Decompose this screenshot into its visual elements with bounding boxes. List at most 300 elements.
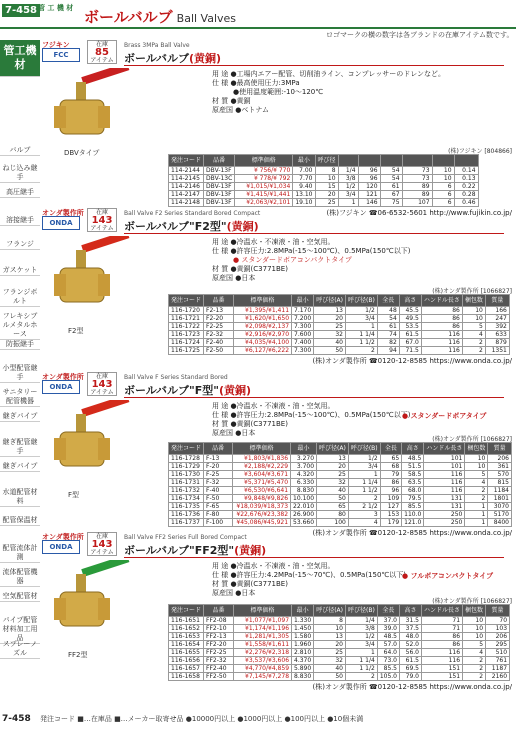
sidebar-item[interactable]: フランジ — [0, 240, 40, 250]
ball-valve-image — [52, 400, 132, 490]
table-cell: ¥1,620/¥1,650 — [234, 315, 292, 323]
table-cell: 2 — [465, 495, 488, 503]
table-cell: 2 — [463, 673, 486, 681]
table-row[interactable] — [169, 315, 510, 323]
sidebar-item[interactable]: バルブ — [0, 146, 40, 156]
table-cell: 116-1652 — [169, 625, 204, 633]
sidebar-item[interactable]: 高圧継手 — [0, 188, 40, 198]
product-title: ボールバルブ"F2型" — [124, 220, 227, 233]
table-cell: 250 — [424, 511, 465, 519]
table-row[interactable] — [169, 519, 512, 527]
table-cell: 86 — [422, 641, 463, 649]
sidebar-item[interactable]: フレキシブルメタルホース — [0, 312, 40, 340]
table-cell: 4 — [462, 331, 485, 339]
table-row[interactable] — [169, 463, 512, 471]
table-header-cell: 梱包数 — [463, 605, 486, 617]
table-cell: 1 — [346, 323, 378, 331]
table-header-cell: 質量 — [488, 443, 512, 455]
table-cell: 53.5 — [399, 323, 421, 331]
table-row[interactable] — [169, 183, 479, 191]
product-name-jp — [124, 218, 259, 234]
table-cell: F2-13 — [204, 307, 234, 315]
table-cell: 86 — [421, 315, 462, 323]
table-cell: ¥18,039/¥18,373 — [233, 503, 291, 511]
table-row[interactable] — [169, 511, 512, 519]
table-cell: 71 — [422, 625, 463, 633]
table-cell: 6.330 — [291, 479, 317, 487]
sidebar-item[interactable]: ねじ込み継手 — [0, 164, 40, 183]
table-cell: ¥7,145/¥7,278 — [234, 673, 292, 681]
table-row[interactable] — [169, 657, 510, 665]
sidebar-item[interactable]: フランジボルト — [0, 288, 40, 307]
table-cell: 3070 — [488, 503, 512, 511]
table-cell: 3/8 — [346, 625, 378, 633]
table-cell: 1 1/2 — [346, 339, 378, 347]
stock-count-value: 143 — [91, 215, 113, 226]
table-cell: 114-2145 — [169, 175, 204, 183]
table-cell: 146 — [358, 199, 380, 207]
table-cell: DBV-13F — [204, 167, 235, 175]
table-header-cell: 呼び径 — [315, 155, 338, 167]
table-row[interactable] — [169, 471, 512, 479]
table-header-cell: 標準価格 — [234, 295, 292, 307]
table-cell: ¥ 756/¥ 770 — [235, 167, 293, 175]
brand-logo: ONDA — [42, 216, 80, 230]
table-cell: 4 — [348, 519, 380, 527]
table-cell: 7.300 — [292, 347, 314, 355]
table-cell: 1 — [465, 511, 488, 519]
sidebar-item[interactable]: 空気配管材 — [0, 592, 40, 602]
table-cell: 151 — [422, 665, 463, 673]
spec-table — [168, 442, 512, 527]
table-cell: 10 — [463, 633, 486, 641]
table-cell: 13 — [317, 455, 349, 463]
table-cell: 10.100 — [291, 495, 317, 503]
table-cell: 5 — [462, 323, 485, 331]
table-cell: 22.010 — [291, 503, 317, 511]
table-cell: 32 — [314, 657, 346, 665]
table-row[interactable] — [169, 673, 510, 681]
table-cell: 3/4 — [346, 315, 378, 323]
table-cell: 116-1657 — [169, 665, 204, 673]
table-row[interactable] — [169, 479, 512, 487]
header-note: ロゴマークの横の数字は各ブランドの在庫アイテム数です。 — [326, 31, 514, 39]
table-cell: 10 — [462, 307, 485, 315]
table-cell: 9.40 — [293, 183, 315, 191]
table-header-cell: 質量 — [485, 295, 509, 307]
table-cell: 1.330 — [292, 617, 314, 625]
table-cell: 116 — [424, 471, 465, 479]
table-cell: ¥22,676/¥23,382 — [233, 511, 291, 519]
sidebar-item[interactable]: パイプ配管材料加工用品 — [0, 616, 40, 644]
product-caption: DBVタイプ — [64, 149, 100, 157]
table-cell: 1 1/4 — [346, 331, 378, 339]
stock-count-unit: アイテム — [90, 389, 114, 396]
table-row[interactable] — [169, 455, 512, 463]
table-cell: 10 — [314, 625, 346, 633]
table-cell: 79.5 — [402, 495, 424, 503]
table-row[interactable] — [169, 307, 510, 315]
table-cell: 1 1/2 — [346, 665, 378, 673]
valve-stem — [76, 414, 86, 434]
product-material: (黄銅) — [219, 384, 252, 397]
table-cell: 54 — [380, 175, 402, 183]
table-cell: 116-1721 — [169, 315, 204, 323]
table-cell: 879 — [485, 339, 509, 347]
table-cell: 80 — [317, 511, 349, 519]
stock-count-badge — [87, 532, 117, 556]
spec-line: 材 質 ●黄銅(C3771BE) — [212, 580, 288, 588]
table-cell: ¥45,086/¥45,921 — [233, 519, 291, 527]
table-cell: 64.0 — [377, 649, 399, 657]
table-cell: 7.200 — [292, 315, 314, 323]
table-cell: 49.5 — [399, 315, 421, 323]
table-cell: 2 — [462, 339, 485, 347]
table-cell: 13 — [314, 633, 346, 641]
table-cell: 50 — [317, 495, 349, 503]
table-cell: 114-2144 — [169, 167, 204, 175]
table-header-cell: 発注コード — [169, 295, 204, 307]
table-header-cell: ハンドル長さ — [424, 443, 465, 455]
table-cell: 3/4 — [346, 641, 378, 649]
table-header-cell: 最小 — [292, 295, 314, 307]
sidebar-active-category[interactable]: 管工機材 — [0, 40, 40, 77]
sidebar-item[interactable]: 継ぎ配管継手 — [0, 438, 40, 457]
spec-table — [168, 294, 510, 355]
table-cell: 1 — [338, 199, 358, 207]
table-cell: 37.0 — [377, 617, 399, 625]
table-cell: 2 — [463, 665, 486, 673]
table-cell: 3/4 — [348, 463, 380, 471]
table-cell: 120 — [358, 183, 380, 191]
table-cell: ¥6,127/¥6,222 — [234, 347, 292, 355]
table-cell: 39.0 — [377, 625, 399, 633]
table-cell: 100 — [317, 519, 349, 527]
table-cell: 10 — [432, 175, 454, 183]
table-row[interactable] — [169, 617, 510, 625]
table-cell: 815 — [488, 479, 512, 487]
table-row[interactable] — [169, 665, 510, 673]
table-cell: 53.660 — [291, 519, 317, 527]
table-cell: 67.0 — [399, 339, 421, 347]
table-header-cell: 標準価格 — [234, 605, 292, 617]
valve-body — [60, 268, 104, 302]
table-cell: 71.5 — [399, 347, 421, 355]
valve-handle — [81, 400, 129, 417]
table-cell: F2-50 — [204, 347, 234, 355]
table-row[interactable] — [169, 175, 479, 183]
table-row[interactable] — [169, 495, 512, 503]
title-en: Ball Valves — [176, 12, 237, 25]
table-cell: 4.320 — [291, 471, 317, 479]
table-row[interactable] — [169, 331, 510, 339]
table-cell: 61 — [377, 323, 399, 331]
table-cell: DBV-13F — [204, 183, 235, 191]
table-header-cell: 高さ — [402, 443, 424, 455]
spec-line: 原産国 ●日本 — [212, 429, 256, 437]
table-cell: F2-32 — [204, 331, 234, 339]
table-cell: 116-1732 — [169, 487, 204, 495]
table-cell: ¥1,558/¥1,611 — [234, 641, 292, 649]
sidebar-item[interactable]: 継ぎパイプ — [0, 462, 40, 472]
table-header-cell: 品番 — [204, 295, 234, 307]
table-cell: 166 — [485, 307, 509, 315]
table-cell: 54 — [380, 167, 402, 175]
table-header-cell: ハンドル長さ — [421, 295, 462, 307]
spec-table — [168, 604, 510, 681]
sidebar-item[interactable]: ガスケット — [0, 266, 40, 276]
table-row[interactable] — [169, 649, 510, 657]
table-row[interactable] — [169, 625, 510, 633]
table-cell: 7.300 — [292, 323, 314, 331]
spec-tag: ● スタンダードボアタイプ — [402, 412, 487, 420]
table-cell: FF2-08 — [204, 617, 234, 625]
table-cell: FF2-13 — [204, 633, 234, 641]
title-underline — [124, 557, 504, 558]
table-header-cell: 梱包数 — [465, 443, 488, 455]
table-header-cell: ハンドル長さ — [422, 605, 463, 617]
table-cell: F-100 — [204, 519, 233, 527]
table-header-cell: 高さ — [399, 295, 421, 307]
table-cell: 8400 — [488, 519, 512, 527]
product-name-en: Ball Valve FF2 Series Full Bored Compact — [124, 534, 247, 541]
stock-count-unit: アイテム — [90, 225, 114, 232]
table-cell: 1 1/2 — [348, 487, 380, 495]
stock-count-unit: アイテム — [90, 57, 114, 64]
table-cell: 103 — [486, 625, 510, 633]
table-cell: 392 — [485, 323, 509, 331]
table-row[interactable] — [169, 199, 479, 207]
table-cell: 116-1737 — [169, 519, 204, 527]
sidebar-item[interactable]: 配管流体計測 — [0, 544, 40, 563]
product-section — [42, 372, 512, 537]
table-cell: 3/8 — [338, 175, 358, 183]
table-cell: ¥1,395/¥1,411 — [234, 307, 292, 315]
table-cell: 1/4 — [338, 167, 358, 175]
sidebar-item[interactable]: 小型配管継手 — [0, 364, 40, 383]
table-cell: ¥3,604/¥3,671 — [233, 471, 291, 479]
table-cell: 2.810 — [292, 649, 314, 657]
table-cell: FF2-10 — [204, 625, 234, 633]
table-cell: FF2-50 — [204, 673, 234, 681]
table-cell: DBV-13F — [204, 199, 235, 207]
table-cell: 116-1723 — [169, 331, 204, 339]
table-row[interactable] — [169, 633, 510, 641]
table-header-cell: 呼び径(A) — [317, 443, 349, 455]
table-cell: ¥5,371/¥5,470 — [233, 479, 291, 487]
valve-handle — [81, 236, 129, 253]
spec-table — [168, 154, 479, 207]
sidebar-item[interactable]: 防振継手 — [0, 340, 40, 350]
brand-name: オンダ製作所 — [42, 209, 84, 217]
table-cell: 1.960 — [292, 641, 314, 649]
maker-note: (株)オンダ製作所 [1066827] — [432, 436, 512, 443]
table-cell: 25 — [314, 649, 346, 657]
table-cell: 116-1734 — [169, 495, 204, 503]
table-cell: 151 — [422, 673, 463, 681]
table-cell: ¥2,916/¥2,970 — [234, 331, 292, 339]
table-cell: FF2-20 — [204, 641, 234, 649]
table-cell: 10 — [465, 463, 488, 471]
product-section — [42, 532, 512, 692]
table-cell: 96 — [358, 167, 380, 175]
title-underline — [124, 65, 504, 66]
spec-list — [212, 238, 410, 283]
sidebar-item[interactable]: 継ぎパイプ — [0, 412, 40, 422]
table-cell: 295 — [486, 641, 510, 649]
product-caption: F2型 — [68, 327, 84, 335]
sidebar-item[interactable]: 水道配管材料 — [0, 488, 40, 507]
valve-end-right — [98, 274, 110, 296]
valve-handle — [81, 560, 129, 577]
table-cell: 25 — [314, 323, 346, 331]
table-cell: 10 — [462, 315, 485, 323]
table-cell: ¥ 778/¥ 792 — [235, 175, 293, 183]
table-header-row — [169, 605, 510, 617]
valve-end-left — [54, 438, 66, 460]
table-row[interactable] — [169, 503, 512, 511]
sidebar-item[interactable]: 流体配管機器 — [0, 568, 40, 587]
table-cell: 2 — [463, 657, 486, 665]
table-cell: 1.450 — [292, 625, 314, 633]
table-cell: 1184 — [488, 487, 512, 495]
table-header-cell: 呼び径(A) — [314, 605, 346, 617]
table-row[interactable] — [169, 167, 479, 175]
table-cell: 107 — [402, 199, 432, 207]
table-cell: 116-1730 — [169, 471, 204, 479]
table-cell: 65 — [317, 503, 349, 511]
table-header-cell: 品番 — [204, 605, 234, 617]
table-cell: 5170 — [488, 511, 512, 519]
footer-legend: 発注コード ■…在庫品 ■…メーカー取寄せ品 ●10000円以上 ●1000円以上 ●100円以上 ●10個未満 — [40, 715, 364, 723]
table-header-row — [169, 155, 479, 167]
table-cell: 250 — [424, 519, 465, 527]
stock-count-badge — [87, 208, 117, 232]
table-cell: 68 — [380, 463, 401, 471]
table-cell: 2 — [348, 495, 380, 503]
table-cell: 633 — [485, 331, 509, 339]
table-cell: 101 — [424, 455, 465, 463]
table-cell: 68.0 — [402, 487, 424, 495]
table-header-cell: 呼び径(B) — [346, 295, 378, 307]
table-cell: 3/4 — [338, 191, 358, 199]
table-row[interactable] — [169, 191, 479, 199]
table-cell: 116-1725 — [169, 347, 204, 355]
stock-count-label: 在庫 — [95, 533, 108, 540]
product-material: (黄銅) — [189, 52, 222, 65]
table-cell: F2-40 — [204, 339, 234, 347]
table-cell: DBV-13C — [204, 175, 235, 183]
table-cell: 86 — [421, 307, 462, 315]
table-cell: F-25 — [204, 471, 233, 479]
table-cell: 94 — [377, 347, 399, 355]
table-cell: 6 — [432, 199, 454, 207]
table-cell: 85.5 — [402, 503, 424, 511]
product-title: ボールバルブ — [124, 52, 190, 65]
table-row[interactable] — [169, 487, 512, 495]
table-cell: ¥4,770/¥4,859 — [234, 665, 292, 673]
stock-count-label: 在庫 — [95, 373, 108, 380]
spec-list — [212, 70, 445, 115]
table-cell: 116 — [424, 487, 465, 495]
stock-count-value: 85 — [95, 47, 109, 58]
table-cell: 109 — [380, 495, 401, 503]
table-row[interactable] — [169, 347, 510, 355]
table-cell: 82 — [377, 339, 399, 347]
table-cell: 116 — [421, 331, 462, 339]
sidebar-item[interactable]: 溶接継手 — [0, 216, 40, 226]
table-header-cell: 発注コード — [169, 605, 204, 617]
table-cell: ¥1,281/¥1,305 — [234, 633, 292, 641]
stock-count-unit: アイテム — [90, 549, 114, 556]
table-cell: 19.10 — [293, 199, 315, 207]
table-row[interactable] — [169, 641, 510, 649]
table-cell: 110.0 — [402, 511, 424, 519]
sidebar-item[interactable]: 配管保温材 — [0, 516, 40, 526]
table-cell: 8.830 — [291, 487, 317, 495]
table-row[interactable] — [169, 339, 510, 347]
table-header-cell — [380, 155, 402, 167]
table-cell: 63.5 — [402, 479, 424, 487]
table-cell: 20 — [314, 641, 346, 649]
table-cell: 56.0 — [400, 649, 422, 657]
table-cell: 8.830 — [292, 673, 314, 681]
table-cell: 25 — [315, 199, 338, 207]
product-name-jp — [124, 50, 221, 66]
table-cell: 48 — [377, 307, 399, 315]
table-row[interactable] — [169, 323, 510, 331]
table-header-row — [169, 295, 510, 307]
table-cell: 89 — [402, 191, 432, 199]
stock-count-badge — [87, 40, 117, 64]
table-header-cell: 発注コード — [169, 155, 204, 167]
table-cell: ¥2,276/¥2,318 — [234, 649, 292, 657]
table-cell: FF2-25 — [204, 649, 234, 657]
table-cell: 1/4 — [346, 617, 378, 625]
table-cell: 37.5 — [400, 625, 422, 633]
table-cell: 1/2 — [346, 633, 378, 641]
table-cell: 116-1724 — [169, 339, 204, 347]
table-header-cell — [432, 155, 454, 167]
table-cell: F-20 — [204, 463, 233, 471]
table-cell: 4 — [463, 649, 486, 657]
table-cell: 247 — [485, 315, 509, 323]
table-header-cell — [338, 155, 358, 167]
spec-line: 用 途 ●冷温水・不凍液・油・空気用。 — [212, 402, 335, 410]
table-cell: 10 — [463, 625, 486, 633]
product-section — [42, 208, 512, 368]
spec-line: ●使用温度範囲:-10～120℃ — [212, 88, 324, 96]
table-cell: ¥6,530/¥6,641 — [233, 487, 291, 495]
table-header-cell: 全長 — [380, 443, 401, 455]
table-cell: F2-25 — [204, 323, 234, 331]
sidebar-item[interactable]: スプレーノズル — [0, 640, 40, 659]
product-name-en: Ball Valve F Series Standard Bored — [124, 374, 228, 381]
table-cell: 116-1736 — [169, 511, 204, 519]
valve-end-left — [54, 274, 66, 296]
table-cell: 1/2 — [338, 183, 358, 191]
table-cell: 116-1731 — [169, 479, 204, 487]
table-cell: 7.00 — [293, 167, 315, 175]
sidebar-item[interactable]: サニタリー配管機器 — [0, 388, 40, 407]
table-header-cell: 呼び径(B) — [348, 443, 380, 455]
table-cell: 361 — [488, 463, 512, 471]
valve-stem — [76, 574, 86, 594]
table-cell: 206 — [486, 633, 510, 641]
table-cell: FF2-40 — [204, 665, 234, 673]
table-header-cell: 発注コード — [169, 443, 204, 455]
table-cell: 1/2 — [346, 307, 378, 315]
